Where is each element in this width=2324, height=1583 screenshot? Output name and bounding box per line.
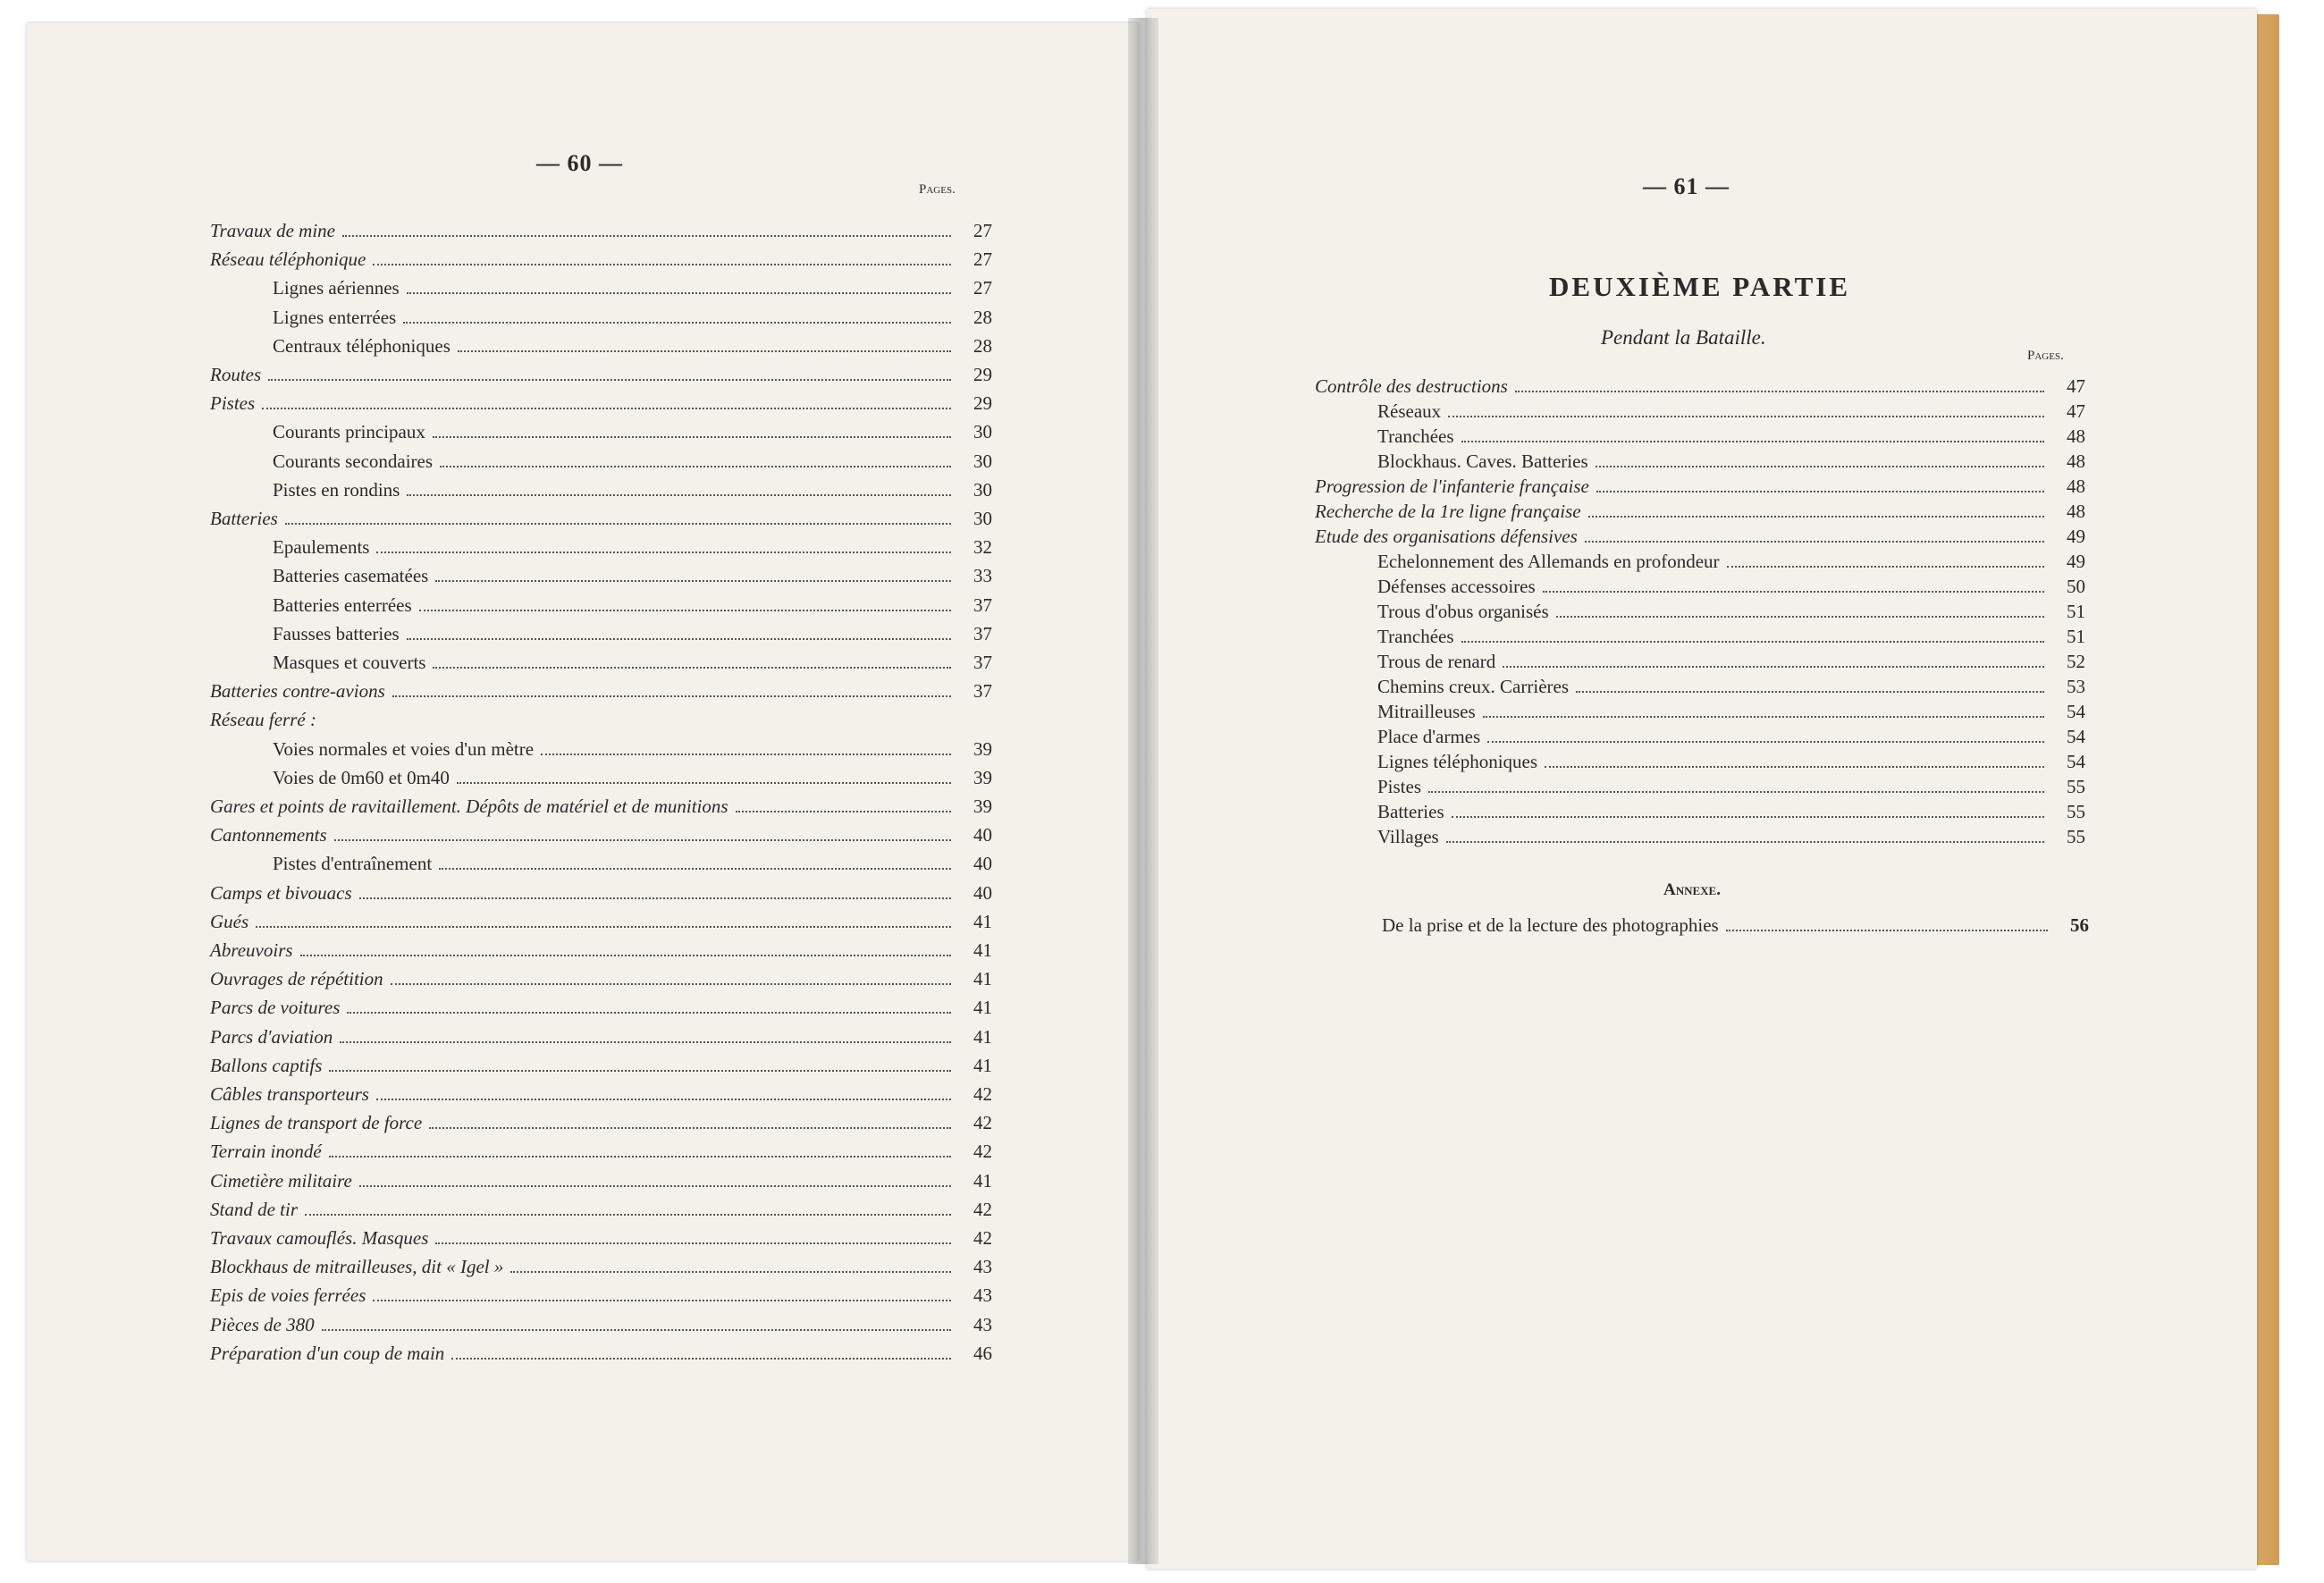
entry-page-number: 27 (973, 248, 992, 271)
toc-entry (1377, 602, 2085, 621)
toc-entry (210, 998, 992, 1017)
dot-leader (359, 1185, 951, 1187)
toc-entry (210, 797, 992, 816)
dot-leader (736, 811, 951, 813)
entry-page-number: 37 (973, 622, 992, 644)
dot-leader (1428, 791, 2044, 793)
entry-page-number: 46 (973, 1342, 992, 1364)
toc-entry (1377, 753, 2085, 771)
entry-label: Blockhaus de mitrailleuses, dit « Igel » (210, 1256, 504, 1278)
entry-page-number: 54 (2067, 726, 2085, 747)
entry-page-number: 29 (973, 392, 992, 415)
entry-page-number: 27 (973, 220, 992, 241)
entry-label: Mitrailleuses (1377, 701, 1476, 722)
dot-leader (407, 494, 951, 496)
entry-page-number: 30 (973, 450, 992, 472)
entry-label: Cantonnements (210, 824, 327, 846)
entry-label: Réseaux (1377, 400, 1442, 422)
toc-entry (1377, 653, 2085, 671)
toc-entry (210, 1286, 992, 1305)
dot-leader (391, 983, 951, 985)
entry-page-number: 49 (2067, 551, 2085, 572)
toc-entry (1315, 477, 2085, 496)
toc-entry (210, 1169, 992, 1191)
entry-page-number: 28 (973, 306, 992, 328)
entry-label: Voies de 0m60 et 0m40 (273, 766, 450, 788)
dot-leader (1461, 441, 2044, 442)
dot-leader (407, 638, 951, 640)
entry-page-number: 54 (2067, 751, 2085, 772)
dot-leader (435, 580, 951, 582)
toc-entry (210, 1200, 992, 1219)
toc-entry (1377, 577, 2085, 596)
entry-page-number: 41 (973, 968, 992, 990)
entry-label: Pistes (210, 392, 256, 415)
entry-page-number: 42 (973, 1198, 992, 1220)
dot-leader (429, 1127, 951, 1129)
entry-page-number: 32 (973, 536, 992, 559)
toc-entry (1377, 627, 2085, 646)
entry-label: Cimetière militaire (210, 1169, 352, 1191)
toc-entry (273, 737, 992, 760)
toc-entry (210, 1114, 992, 1133)
toc-entry (210, 1258, 992, 1276)
entry-label: Défenses accessoires (1377, 576, 1536, 597)
entry-page-number: 42 (973, 1141, 992, 1163)
dot-leader (1596, 466, 2044, 467)
toc-entry (210, 1054, 992, 1076)
entry-label: Epaulements (273, 536, 370, 559)
toc-entry (273, 334, 992, 357)
toc-entry (210, 1229, 992, 1248)
entry-label: Gués (210, 910, 249, 932)
entry-label: Batteries enterrées (273, 594, 412, 616)
dot-leader (1483, 716, 2044, 718)
dot-leader (347, 1012, 951, 1014)
dot-leader (1727, 566, 2044, 568)
entry-page-number: 48 (2067, 501, 2085, 522)
entry-label: Ouvrages de répétition (210, 968, 383, 990)
entry-label: Masques et couverts (273, 652, 426, 673)
entry-page-number: 43 (973, 1313, 992, 1335)
dot-leader (340, 1041, 951, 1043)
toc-entry (210, 682, 992, 701)
dot-leader (1515, 391, 2044, 392)
entry-label: Terrain inondé (210, 1141, 322, 1163)
dot-leader (541, 754, 951, 755)
section-title: DEUXIÈME PARTIE (1549, 271, 1851, 302)
entry-page-number: 40 (973, 881, 992, 904)
toc-entry (210, 910, 992, 932)
entry-label: Lignes téléphoniques (1377, 751, 1538, 772)
entry-label: Préparation d'un coup de main (210, 1342, 445, 1364)
dot-leader (1585, 541, 2044, 543)
entry-page-number: 30 (973, 421, 992, 443)
entry-label: Routes (210, 364, 262, 385)
dot-leader (457, 782, 951, 784)
entry-page-number: 40 (973, 824, 992, 846)
entry-label: Lignes aériennes (273, 277, 400, 299)
toc-entry (273, 478, 992, 501)
annexe-title: Annexe. (1663, 880, 1721, 899)
entry-label: Villages (1377, 826, 1439, 847)
toc-entry (273, 855, 992, 873)
entry-label: Tranchées (1377, 626, 1454, 647)
entry-label: Trous de renard (1377, 651, 1496, 672)
entry-label: Batteries casematées (273, 565, 429, 587)
dot-leader (451, 1358, 951, 1360)
toc-entry (1377, 452, 2085, 471)
dot-leader (1545, 766, 2044, 768)
toc-entry (1315, 377, 2085, 396)
entry-label: Travaux de mine (210, 220, 335, 241)
entry-page-number: 39 (973, 796, 992, 817)
entry-label: Pistes (1377, 776, 1422, 797)
entry-page-number: 47 (2067, 400, 2085, 422)
toc-entry (273, 567, 992, 585)
entry-page-number: 43 (973, 1256, 992, 1278)
dot-leader (334, 839, 951, 841)
book-gutter (1128, 18, 1158, 1564)
entry-page-number: 29 (973, 364, 992, 385)
entry-page-number: 41 (973, 1054, 992, 1076)
toc-entry (1377, 402, 2085, 421)
entry-label: Courants principaux (273, 421, 425, 443)
toc-entry (210, 941, 992, 960)
dot-leader (439, 868, 951, 870)
entry-page-number: 50 (2067, 576, 2085, 597)
toc-entry (210, 970, 992, 989)
toc-entry (210, 881, 992, 904)
toc-entry (210, 250, 992, 269)
dot-leader (300, 955, 951, 956)
entry-page-number: 48 (2067, 450, 2085, 472)
entry-page-number: 51 (2067, 601, 2085, 622)
left-page (27, 23, 1138, 1561)
toc-entry (1377, 427, 2085, 446)
entry-page-number: 37 (973, 652, 992, 673)
dot-leader (342, 235, 951, 237)
entry-page-number: 49 (2067, 526, 2085, 547)
toc-entry (1377, 678, 2085, 696)
entry-label: De la prise et de la lecture des photographies (1382, 914, 1719, 936)
entry-page-number: 55 (2067, 776, 2085, 797)
dot-leader (373, 1300, 951, 1301)
page-number-left: — 60 — (536, 150, 623, 176)
entry-label: Courants secondaires (273, 450, 434, 472)
entry-page-number: 52 (2067, 651, 2085, 672)
entry-label: Trous d'obus organisés (1377, 601, 1549, 622)
toc-entry (273, 452, 992, 471)
dot-leader (373, 264, 951, 265)
toc-entry (1377, 778, 2085, 796)
toc-entry (1377, 828, 2085, 846)
entry-label: Stand de tir (210, 1198, 298, 1220)
entry-label: Camps et bivouacs (210, 881, 352, 904)
toc-entry (210, 711, 992, 729)
page-number-right: — 61 — (1643, 173, 1730, 199)
toc-entry (210, 1025, 992, 1048)
dot-leader (1503, 666, 2044, 668)
entry-page-number: 40 (973, 853, 992, 875)
dot-leader (376, 552, 951, 553)
dot-leader (403, 322, 951, 324)
right-page (1147, 9, 2257, 1569)
dot-leader (285, 523, 951, 525)
dot-leader (1588, 516, 2044, 518)
dot-leader (1556, 616, 2044, 618)
toc-entry (210, 394, 992, 413)
toc-entry (210, 509, 992, 528)
entry-label: Batteries (1377, 801, 1444, 822)
dot-leader (407, 292, 951, 294)
entry-label: Réseau téléphonique (210, 248, 366, 271)
dot-leader (1487, 741, 2044, 743)
entry-page-number: 51 (2067, 626, 2085, 647)
dot-leader (1461, 641, 2044, 643)
dot-leader (433, 667, 951, 669)
entry-page-number: 41 (973, 1025, 992, 1048)
entry-page-number: 55 (2067, 826, 2085, 847)
toc-entry (1377, 552, 2085, 571)
entry-label: Ballons captifs (210, 1054, 323, 1076)
toc-entry (210, 1344, 992, 1363)
entry-label: Réseau ferré : (210, 709, 316, 731)
entry-label: Parcs de voitures (210, 997, 341, 1019)
table-of-contents-right (1315, 358, 2085, 912)
dot-leader (392, 695, 951, 697)
dot-leader (329, 1156, 951, 1158)
entry-page-number: 37 (973, 594, 992, 616)
entry-label: Parcs d'aviation (210, 1025, 333, 1048)
toc-entry (210, 222, 992, 240)
entry-page-number: 41 (973, 939, 992, 961)
entry-page-number: 41 (973, 997, 992, 1019)
entry-label: Recherche de la 1re ligne française (1315, 501, 1581, 522)
dot-leader (510, 1271, 951, 1273)
dot-leader (256, 926, 951, 928)
section-subtitle: Pendant la Bataille. (1601, 326, 1766, 349)
toc-entry (210, 1085, 992, 1104)
toc-entry (210, 366, 992, 384)
entry-label: Abreuvoirs (210, 939, 293, 961)
entry-page-number: 37 (973, 680, 992, 703)
dot-leader (376, 1099, 951, 1100)
entry-page-number: 42 (973, 1112, 992, 1134)
dot-leader (419, 610, 951, 611)
dot-leader (433, 436, 951, 438)
toc-entry (1377, 803, 2085, 821)
dot-leader (1726, 930, 2048, 931)
dot-leader (1596, 491, 2044, 493)
toc-entry (1315, 527, 2085, 546)
entry-page-number: 42 (973, 1083, 992, 1105)
toc-entry (273, 279, 992, 298)
toc-entry (273, 622, 992, 644)
entry-page-number: 48 (2067, 425, 2085, 447)
entry-label: Chemins creux. Carrières (1377, 676, 1570, 697)
dot-leader (1446, 841, 2044, 843)
entry-page-number: 30 (973, 478, 992, 501)
entry-page-number: 41 (973, 1169, 992, 1191)
entry-page-number: 56 (2070, 914, 2089, 936)
entry-page-number: 27 (973, 277, 992, 299)
entry-label: Pistes d'entraînement (273, 853, 433, 875)
entry-page-number: 55 (2067, 801, 2085, 822)
toc-entry (273, 538, 992, 557)
entry-label: Echelonnement des Allemands en profondeur (1377, 551, 1720, 572)
entry-label: Lignes de transport de force (210, 1112, 423, 1134)
dot-leader (305, 1214, 951, 1216)
dot-leader (268, 379, 951, 381)
toc-entry (273, 423, 992, 442)
entry-label: Batteries contre-avions (210, 680, 385, 703)
entry-label: Câbles transporteurs (210, 1083, 369, 1105)
dot-leader (322, 1329, 951, 1331)
dot-leader (262, 408, 951, 409)
entry-page-number: 33 (973, 565, 992, 587)
entry-label: Etude des organisations défensives (1315, 526, 1578, 547)
entry-label: Voies normales et voies d'un mètre (273, 737, 535, 760)
toc-entry (210, 1142, 992, 1161)
entry-label: Fausses batteries (273, 622, 400, 644)
toc-entry (1377, 703, 2085, 721)
entry-page-number: 39 (973, 766, 992, 788)
entry-label: Centraux téléphoniques (273, 334, 450, 357)
dot-leader (359, 897, 951, 899)
entry-page-number: 28 (973, 334, 992, 357)
entry-page-number: 53 (2067, 676, 2085, 697)
entry-page-number: 43 (973, 1284, 992, 1307)
dot-leader (440, 466, 951, 467)
pages-column-header-left: Pages. (919, 182, 956, 197)
dot-leader (1452, 816, 2044, 818)
entry-label: Batteries (210, 508, 278, 529)
entry-label: Pièces de 380 (210, 1313, 315, 1335)
table-of-contents-left (210, 193, 992, 1364)
dot-leader (458, 350, 951, 352)
toc-entry (273, 308, 992, 327)
toc-entry (1315, 502, 2085, 521)
dot-leader (1543, 591, 2044, 593)
entry-label: Tranchées (1377, 425, 1454, 447)
entry-label: Travaux camouflés. Masques (210, 1227, 429, 1249)
entry-label: Epis de voies ferrées (210, 1284, 366, 1307)
pages-column-header-right: Pages. (2027, 349, 2064, 363)
entry-page-number: 47 (2067, 375, 2085, 397)
entry-label: Progression de l'infanterie française (1315, 476, 1589, 497)
entry-label: Pistes en rondins (273, 478, 400, 501)
toc-entry (210, 826, 992, 845)
entry-page-number: 48 (2067, 476, 2085, 497)
entry-page-number: 42 (973, 1227, 992, 1249)
toc-entry (273, 766, 992, 788)
entry-label: Blockhaus. Caves. Batteries (1377, 450, 1588, 472)
entry-label: Place d'armes (1377, 726, 1481, 747)
entry-label: Lignes enterrées (273, 306, 397, 328)
toc-entry (273, 653, 992, 672)
toc-entry (1377, 728, 2085, 746)
entry-page-number: 39 (973, 737, 992, 760)
dot-leader (329, 1070, 951, 1072)
annexe-entry (1382, 916, 2089, 935)
toc-entry (273, 596, 992, 615)
entry-page-number: 54 (2067, 701, 2085, 722)
entry-page-number: 41 (973, 910, 992, 932)
entry-label: Contrôle des destructions (1315, 375, 1508, 397)
entry-label: Gares et points de ravitaillement. Dépôts de matériel et de munitions (210, 796, 728, 817)
dot-leader (1576, 691, 2044, 693)
dot-leader (1448, 416, 2044, 417)
dot-leader (435, 1242, 951, 1244)
toc-entry (210, 1313, 992, 1335)
entry-page-number: 30 (973, 508, 992, 529)
